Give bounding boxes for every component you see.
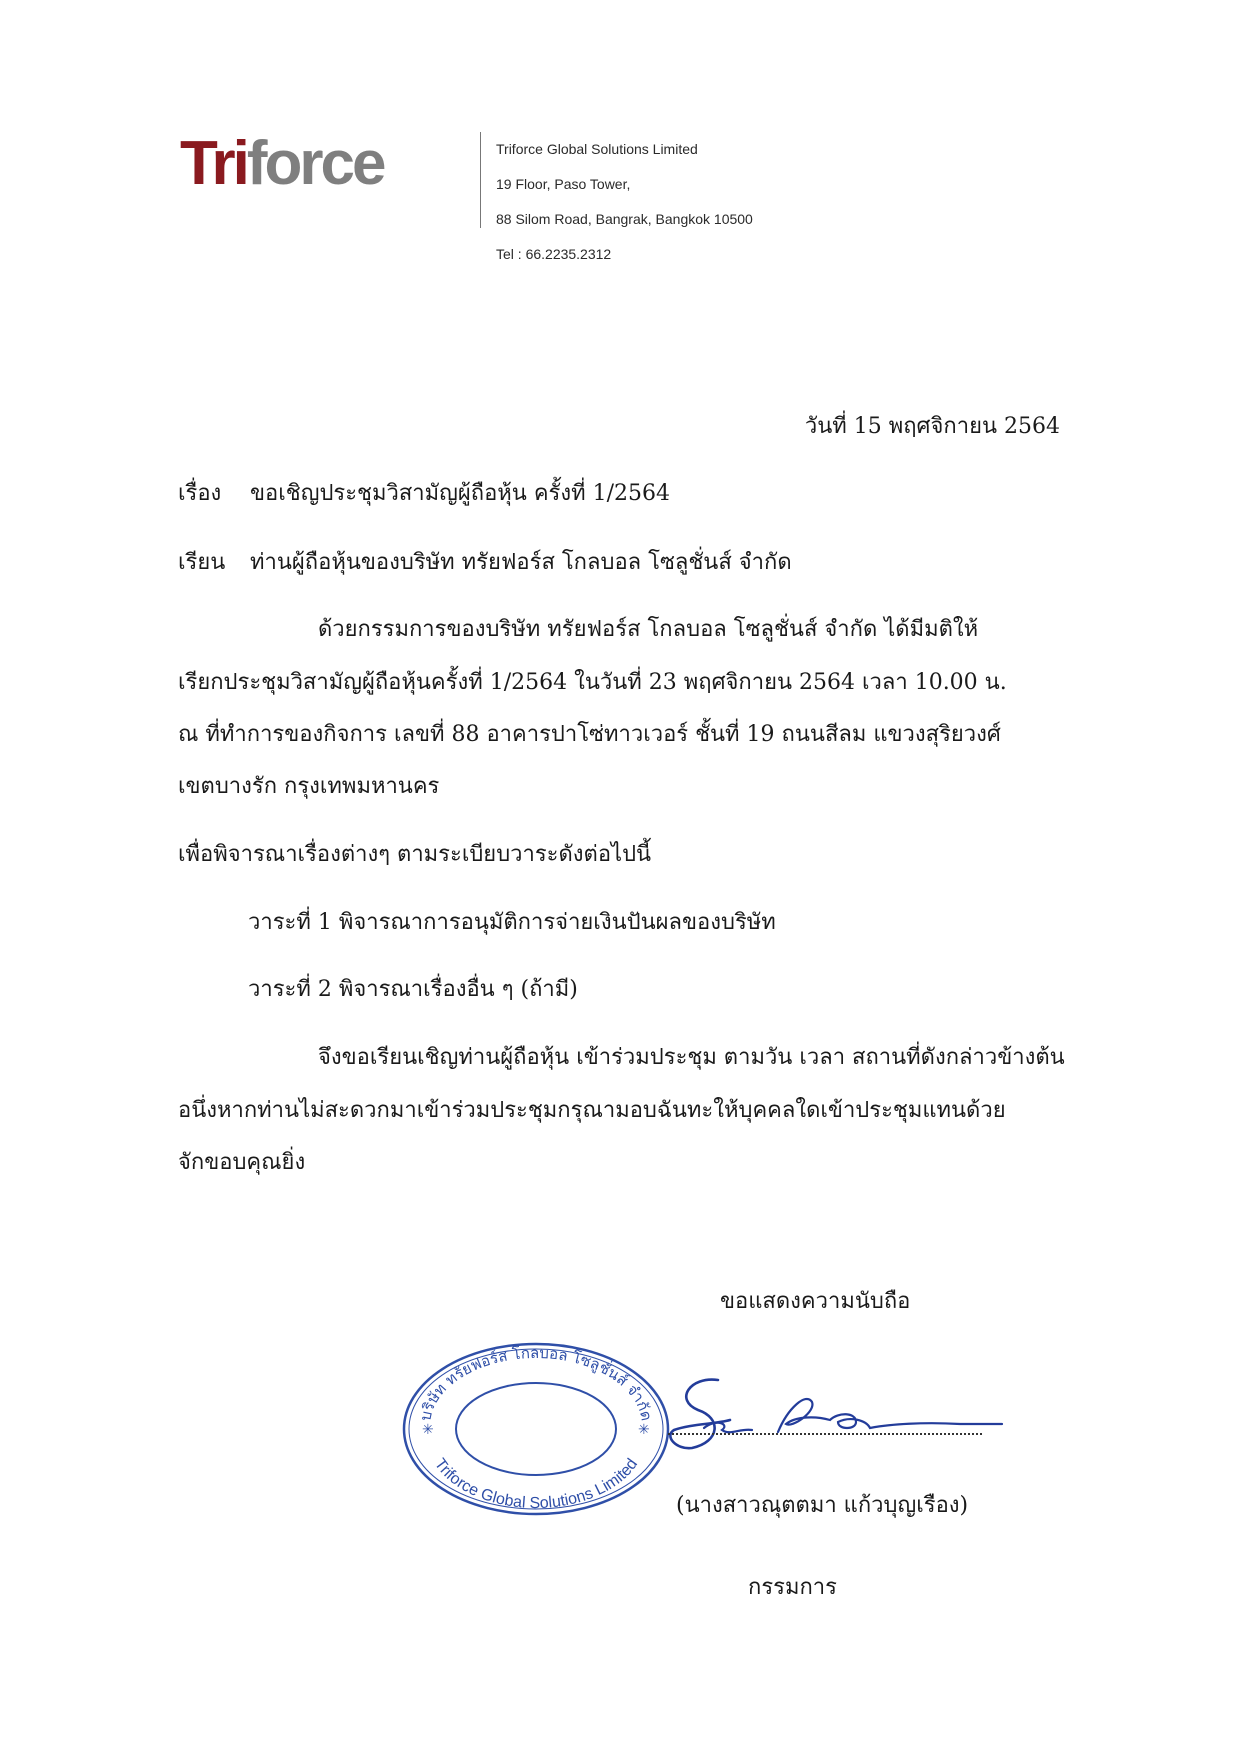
letterhead-divider — [480, 132, 481, 228]
subject-text: ขอเชิญประชุมวิสามัญผู้ถือหุ้น ครั้งที่ 1/2564 — [250, 481, 670, 506]
paragraph1-line: ณ ที่ทำการของกิจการ เลขที่ 88 อาคารปาโซ่ทาวเวอร์ ชั้นที่ 19 ถนนสีลม แขวงสุริยวงศ์ — [178, 722, 1001, 747]
company-address-block — [496, 140, 753, 280]
triforce-logo — [180, 130, 470, 200]
subject-label: เรื่อง — [178, 481, 222, 506]
closing-text: ขอแสดงความนับถือ — [720, 1289, 911, 1314]
recipient-label: เรียน — [178, 550, 226, 575]
address-line-1: 19 Floor, Paso Tower, — [496, 176, 631, 192]
paragraph1-line: ด้วยกรรมการของบริษัท ทรัยฟอร์ส โกลบอล โซลูชั่นส์ จำกัด ได้มีมติให้ — [318, 617, 979, 642]
company-name: Triforce Global Solutions Limited — [496, 141, 698, 157]
company-tel: Tel : 66.2235.2312 — [496, 246, 612, 262]
paragraph2-line: อนึ่งหากท่านไม่สะดวกมาเข้าร่วมประชุมกรุณามอบฉันทะให้บุคคลใดเข้าประชุมแทนด้วย — [178, 1098, 1006, 1123]
agenda-intro: เพื่อพิจารณาเรื่องต่างๆ ตามระเบียบวาระดังต่อไปนี้ — [178, 842, 652, 867]
star-icon: ✳ — [638, 1422, 650, 1438]
signature — [660, 1358, 1010, 1458]
logo-wordmark: Triforce — [180, 130, 384, 198]
star-icon: ✳ — [422, 1422, 434, 1438]
agenda-item-2: วาระที่ 2 พิจารณาเรื่องอื่น ๆ (ถ้ามี) — [248, 977, 578, 1002]
address-line-2: 88 Silom Road, Bangrak, Bangkok 10500 — [496, 211, 753, 227]
letterhead — [180, 130, 880, 270]
letter-date: วันที่ 15 พฤศจิกายน 2564 — [804, 414, 1060, 439]
paragraph2-line: จักขอบคุณยิ่ง — [178, 1150, 306, 1175]
signer-position: กรรมการ — [748, 1575, 837, 1600]
paragraph1-line: เขตบางรัก กรุงเทพมหานคร — [178, 774, 440, 799]
signer-name: (นางสาวณุตตมา แก้วบุญเรือง) — [676, 1493, 969, 1518]
recipient-text: ท่านผู้ถือหุ้นของบริษัท ทรัยฟอร์ส โกลบอล โซลูชั่นส์ จำกัด — [250, 550, 792, 575]
company-stamp — [400, 1340, 672, 1518]
paragraph2-line: จึงขอเรียนเชิญท่านผู้ถือหุ้น เข้าร่วมประชุม ตามวัน เวลา สถานที่ดังกล่าวข้างต้น — [318, 1045, 1065, 1070]
paragraph1-line: เรียกประชุมวิสามัญผู้ถือหุ้นครั้งที่ 1/2564 ในวันที่ 23 พฤศจิกายน 2564 เวลา 10.00 น. — [178, 670, 1007, 695]
stamp-text-top: บริษัท ทรัยฟอร์ส โกลบอล โซลูชั่นส์ จำกัด — [416, 1343, 656, 1423]
signature-line — [668, 1433, 982, 1435]
agenda-item-1: วาระที่ 1 พิจารณาการอนุมัติการจ่ายเงินปันผลของบริษัท — [248, 910, 776, 935]
stamp-text-bottom: Triforce Global Solutions Limited — [430, 1455, 642, 1513]
